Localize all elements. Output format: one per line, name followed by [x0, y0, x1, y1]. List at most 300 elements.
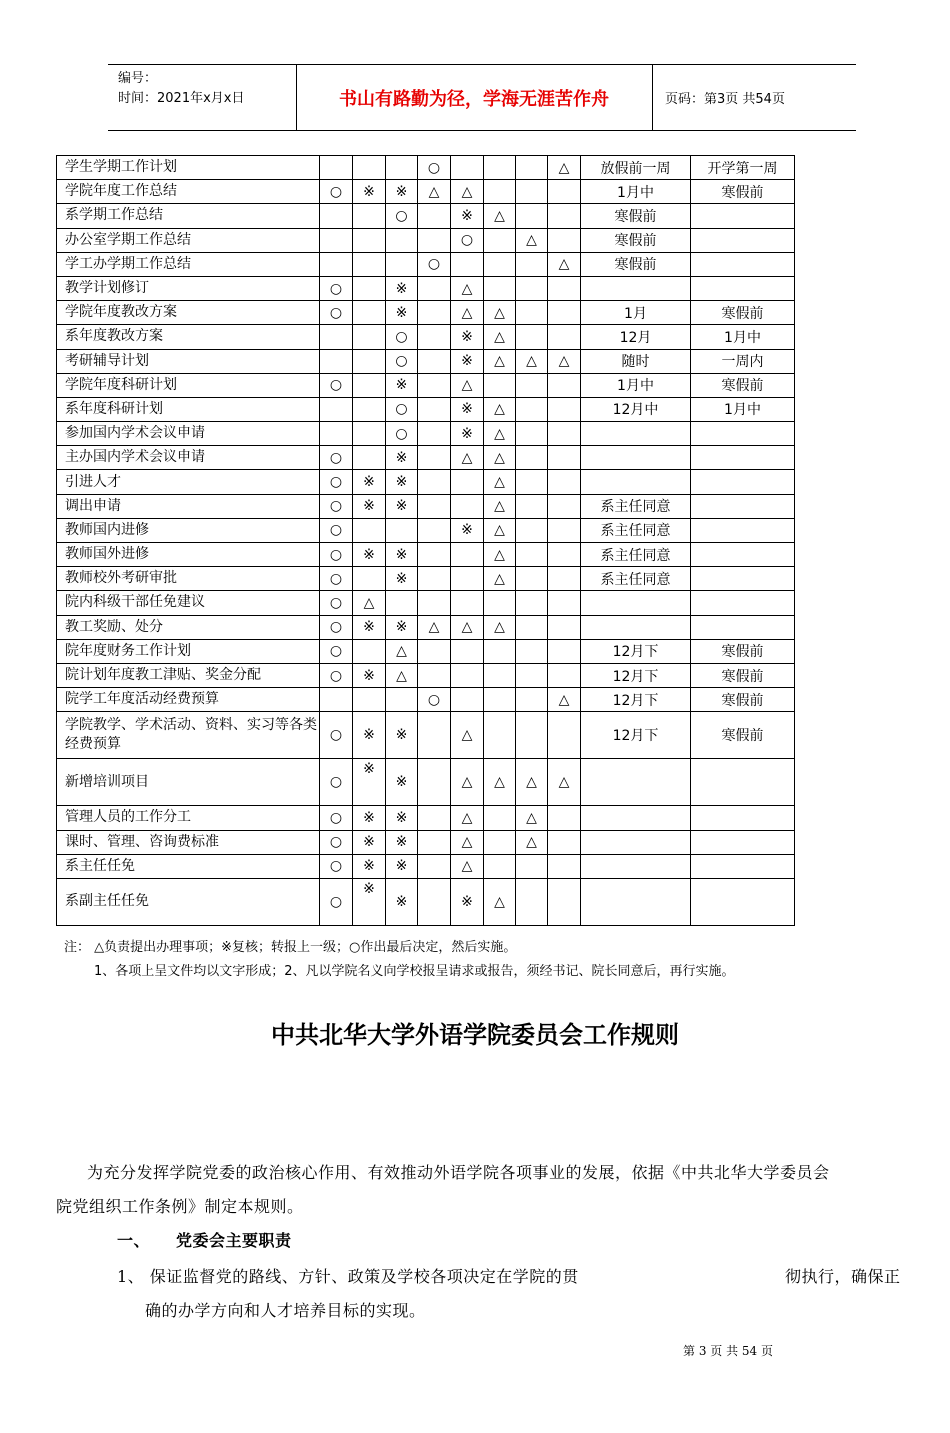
- row-cell: [691, 615, 795, 639]
- row-cell: △: [484, 446, 516, 470]
- row-cell: [484, 180, 516, 204]
- row-cell: [516, 543, 548, 567]
- row-cell: [386, 591, 418, 615]
- row-cell: △: [451, 373, 484, 397]
- row-cell: [516, 712, 548, 759]
- row-cell: ○: [320, 518, 353, 542]
- row-cell: [418, 301, 451, 325]
- row-cell: ○: [320, 180, 353, 204]
- row-cell: △: [451, 759, 484, 806]
- table-row: [57, 712, 795, 759]
- row-cell: ※: [353, 494, 386, 518]
- row-cell: [484, 591, 516, 615]
- row-cell: [451, 639, 484, 663]
- row-cell: [320, 204, 353, 228]
- row-item: 教师国内进修: [57, 518, 320, 542]
- row-cell: ○: [418, 688, 451, 712]
- row-cell: [484, 854, 516, 878]
- row-item: 院内科级干部任免建议: [57, 591, 320, 615]
- row-cell: [548, 518, 581, 542]
- row-cell: [353, 688, 386, 712]
- row-cell: ※: [386, 615, 418, 639]
- row-cell: [418, 228, 451, 252]
- table-row: [57, 156, 795, 180]
- row-cell: △: [548, 252, 581, 276]
- section-number: 一、: [117, 1231, 151, 1250]
- row-cell: △: [451, 446, 484, 470]
- row-cell: ○: [418, 156, 451, 180]
- row-cell: [484, 688, 516, 712]
- row-cell: [691, 543, 795, 567]
- row-cell: △: [484, 567, 516, 591]
- row-cell: △: [484, 878, 516, 925]
- row-cell: △: [484, 349, 516, 373]
- row-cell: 寒假前: [691, 180, 795, 204]
- item1-part-b: 彻执行，确保正: [785, 1267, 901, 1286]
- row-cell: [353, 301, 386, 325]
- row-cell: [484, 663, 516, 687]
- row-cell: [516, 688, 548, 712]
- row-cell: [353, 276, 386, 300]
- row-cell: △: [548, 349, 581, 373]
- row-cell: ○: [320, 663, 353, 687]
- row-cell: [691, 470, 795, 494]
- row-cell: [418, 543, 451, 567]
- row-cell: △: [451, 276, 484, 300]
- row-cell: [548, 878, 581, 925]
- row-cell: [484, 156, 516, 180]
- row-cell: ○: [320, 878, 353, 925]
- row-cell: 12月下: [581, 663, 691, 687]
- row-item: 院计划年度教工津贴、奖金分配: [57, 663, 320, 687]
- row-cell: [353, 156, 386, 180]
- table-row: [57, 878, 795, 925]
- row-cell: ※: [386, 446, 418, 470]
- row-cell: △: [484, 301, 516, 325]
- row-cell: [548, 422, 581, 446]
- row-cell: △: [418, 615, 451, 639]
- table-row: [57, 543, 795, 567]
- table-row: [57, 806, 795, 830]
- table-row: [57, 688, 795, 712]
- row-cell: ※: [353, 854, 386, 878]
- page-label: 页码：第3页 共54页: [665, 92, 785, 107]
- row-cell: ○: [320, 639, 353, 663]
- row-item: 系副主任任免: [57, 878, 320, 925]
- row-cell: [451, 688, 484, 712]
- row-cell: ○: [320, 830, 353, 854]
- row-cell: [451, 591, 484, 615]
- row-cell: 寒假前: [691, 301, 795, 325]
- row-cell: ○: [320, 276, 353, 300]
- row-cell: [418, 276, 451, 300]
- row-cell: [418, 349, 451, 373]
- time-label: 时间：2021年x月x日: [118, 91, 245, 106]
- row-cell: △: [451, 830, 484, 854]
- row-cell: [386, 688, 418, 712]
- row-cell: [581, 422, 691, 446]
- row-cell: ※: [386, 180, 418, 204]
- row-cell: [516, 663, 548, 687]
- row-cell: [516, 252, 548, 276]
- row-cell: [581, 854, 691, 878]
- row-cell: △: [386, 663, 418, 687]
- number-label: 编号：: [118, 71, 158, 86]
- row-item: 引进人才: [57, 470, 320, 494]
- table-row: [57, 204, 795, 228]
- row-item: 学院年度科研计划: [57, 373, 320, 397]
- row-cell: ※: [386, 494, 418, 518]
- table-row: [57, 518, 795, 542]
- row-cell: △: [484, 325, 516, 349]
- row-cell: [581, 591, 691, 615]
- row-cell: △: [548, 156, 581, 180]
- row-cell: 12月下: [581, 639, 691, 663]
- row-cell: [581, 276, 691, 300]
- row-item: 学院年度教改方案: [57, 301, 320, 325]
- row-cell: [353, 325, 386, 349]
- row-cell: ※: [353, 180, 386, 204]
- row-cell: [548, 567, 581, 591]
- row-cell: [418, 639, 451, 663]
- row-cell: [581, 615, 691, 639]
- row-cell: [451, 663, 484, 687]
- row-item: 教师校外考研审批: [57, 567, 320, 591]
- row-cell: [516, 854, 548, 878]
- row-cell: △: [484, 397, 516, 421]
- section-title: 党委会主要职责: [176, 1231, 292, 1250]
- row-cell: [516, 567, 548, 591]
- row-cell: [581, 470, 691, 494]
- page-header: [108, 64, 856, 131]
- row-cell: [548, 180, 581, 204]
- row-cell: 寒假前: [691, 688, 795, 712]
- row-cell: [548, 830, 581, 854]
- approval-table: [56, 155, 795, 926]
- row-cell: [516, 422, 548, 446]
- row-cell: [548, 591, 581, 615]
- table-row: [57, 276, 795, 300]
- row-cell: ○: [320, 494, 353, 518]
- row-cell: △: [516, 228, 548, 252]
- row-cell: △: [516, 806, 548, 830]
- row-cell: [548, 543, 581, 567]
- row-cell: ※: [353, 663, 386, 687]
- motto: 书山有路勤为径，学海无涯苦作舟: [296, 65, 653, 130]
- row-cell: 1月中: [581, 180, 691, 204]
- row-cell: [320, 349, 353, 373]
- row-cell: ※: [451, 878, 484, 925]
- row-cell: [691, 494, 795, 518]
- row-cell: [418, 518, 451, 542]
- row-cell: [516, 446, 548, 470]
- row-cell: ○: [320, 854, 353, 878]
- item1-part-a: 1、 保证监督党的路线、方针、政策及学校各项决定在学院的贯: [117, 1267, 579, 1286]
- row-cell: [548, 494, 581, 518]
- row-item: 新增培训项目: [57, 759, 320, 806]
- table-row: [57, 567, 795, 591]
- row-item: 考研辅导计划: [57, 349, 320, 373]
- table-row: [57, 830, 795, 854]
- row-cell: [451, 470, 484, 494]
- row-cell: ※: [353, 615, 386, 639]
- row-cell: [451, 567, 484, 591]
- table-row: [57, 854, 795, 878]
- table-row: [57, 397, 795, 421]
- page-footer: 第 3 页 共 54 页: [683, 1344, 773, 1358]
- row-cell: ※: [386, 712, 418, 759]
- row-cell: [418, 806, 451, 830]
- row-cell: [386, 252, 418, 276]
- row-cell: △: [516, 759, 548, 806]
- row-cell: 随时: [581, 349, 691, 373]
- row-cell: ※: [353, 806, 386, 830]
- row-cell: △: [484, 518, 516, 542]
- row-cell: [516, 180, 548, 204]
- row-cell: [353, 228, 386, 252]
- row-cell: ○: [320, 543, 353, 567]
- row-cell: [418, 759, 451, 806]
- row-cell: [320, 422, 353, 446]
- row-cell: [516, 615, 548, 639]
- row-cell: [353, 518, 386, 542]
- row-cell: [548, 712, 581, 759]
- row-cell: [353, 204, 386, 228]
- row-cell: [548, 639, 581, 663]
- row-cell: [386, 228, 418, 252]
- row-cell: [418, 712, 451, 759]
- row-cell: △: [516, 830, 548, 854]
- row-cell: [418, 470, 451, 494]
- row-item: 课时、管理、咨询费标准: [57, 830, 320, 854]
- row-cell: [418, 830, 451, 854]
- row-cell: [516, 470, 548, 494]
- row-cell: ○: [386, 422, 418, 446]
- row-cell: ○: [320, 301, 353, 325]
- row-cell: [386, 156, 418, 180]
- row-cell: 系主任同意: [581, 494, 691, 518]
- row-cell: ※: [353, 830, 386, 854]
- row-cell: 寒假前: [691, 663, 795, 687]
- row-cell: [451, 252, 484, 276]
- row-cell: △: [451, 854, 484, 878]
- row-cell: [484, 252, 516, 276]
- row-cell: △: [548, 688, 581, 712]
- row-cell: △: [353, 591, 386, 615]
- row-cell: [691, 591, 795, 615]
- row-cell: ○: [386, 397, 418, 421]
- row-cell: [320, 688, 353, 712]
- row-cell: [320, 325, 353, 349]
- row-item: 教工奖励、处分: [57, 615, 320, 639]
- row-cell: [691, 204, 795, 228]
- row-cell: [691, 878, 795, 925]
- row-cell: 12月中: [581, 397, 691, 421]
- table-row: [57, 639, 795, 663]
- table-row: [57, 470, 795, 494]
- cell-mark: ※: [363, 880, 375, 897]
- row-cell: [386, 518, 418, 542]
- row-cell: ○: [386, 204, 418, 228]
- row-cell: [516, 397, 548, 421]
- row-cell: [548, 373, 581, 397]
- row-cell: ○: [451, 228, 484, 252]
- table-row: [57, 446, 795, 470]
- row-item: 系年度教改方案: [57, 325, 320, 349]
- row-item: 主办国内学术会议申请: [57, 446, 320, 470]
- row-cell: ※: [386, 854, 418, 878]
- row-cell: ※: [386, 806, 418, 830]
- row-cell: △: [484, 494, 516, 518]
- row-cell: [451, 156, 484, 180]
- row-cell: 寒假前: [691, 712, 795, 759]
- row-cell: [516, 878, 548, 925]
- row-cell: [548, 615, 581, 639]
- note-legend: 注： △负责提出办理事项；※复核；转报上一级；○作出最后决定，然后实施。: [64, 940, 517, 955]
- row-cell: △: [516, 349, 548, 373]
- row-item: 学生学期工作计划: [57, 156, 320, 180]
- row-item: 系主任任免: [57, 854, 320, 878]
- row-cell: 寒假前: [691, 373, 795, 397]
- row-cell: 寒假前: [691, 639, 795, 663]
- row-cell: 系主任同意: [581, 518, 691, 542]
- table-row: [57, 422, 795, 446]
- row-cell: △: [484, 470, 516, 494]
- row-cell: [418, 204, 451, 228]
- row-cell: [353, 759, 386, 806]
- row-cell: [418, 494, 451, 518]
- row-cell: [516, 156, 548, 180]
- row-cell: △: [484, 543, 516, 567]
- row-cell: [451, 494, 484, 518]
- row-item: 院年度财务工作计划: [57, 639, 320, 663]
- row-cell: ※: [386, 301, 418, 325]
- row-cell: [548, 301, 581, 325]
- row-cell: [353, 878, 386, 925]
- row-cell: [418, 397, 451, 421]
- row-item: 管理人员的工作分工: [57, 806, 320, 830]
- row-cell: [418, 446, 451, 470]
- row-cell: ※: [451, 422, 484, 446]
- row-item: 学院教学、学术活动、资料、实习等各类经费预算: [57, 712, 320, 759]
- row-cell: [548, 325, 581, 349]
- row-item: 院学工年度活动经费预算: [57, 688, 320, 712]
- note-rules: 1、各项上呈文件均以文字形成；2、凡以学院名义向学校报呈请求或报告，须经书记、院长同意后，再行实施。: [94, 964, 735, 979]
- row-cell: 系主任同意: [581, 543, 691, 567]
- row-cell: ○: [320, 591, 353, 615]
- row-cell: [353, 349, 386, 373]
- row-cell: [516, 325, 548, 349]
- row-cell: [581, 759, 691, 806]
- row-cell: [484, 712, 516, 759]
- row-item: 调出申请: [57, 494, 320, 518]
- row-cell: [548, 854, 581, 878]
- row-cell: [548, 228, 581, 252]
- row-cell: △: [451, 806, 484, 830]
- row-cell: 12月下: [581, 688, 691, 712]
- row-cell: [353, 373, 386, 397]
- row-cell: ○: [320, 759, 353, 806]
- table-row: [57, 591, 795, 615]
- row-cell: ※: [451, 349, 484, 373]
- row-cell: [418, 591, 451, 615]
- row-cell: 系主任同意: [581, 567, 691, 591]
- table-row: [57, 373, 795, 397]
- row-cell: 寒假前: [581, 228, 691, 252]
- row-cell: ○: [320, 567, 353, 591]
- table-row: [57, 180, 795, 204]
- row-cell: ※: [353, 543, 386, 567]
- row-cell: ※: [386, 830, 418, 854]
- row-cell: [484, 806, 516, 830]
- row-cell: [691, 422, 795, 446]
- item1-part-c: 确的办学方向和人才培养目标的实现。: [145, 1301, 426, 1320]
- row-item: 学院年度工作总结: [57, 180, 320, 204]
- row-cell: [691, 518, 795, 542]
- row-cell: [320, 156, 353, 180]
- row-cell: [548, 276, 581, 300]
- row-cell: [548, 397, 581, 421]
- row-cell: ※: [353, 712, 386, 759]
- row-cell: [548, 470, 581, 494]
- row-cell: [691, 830, 795, 854]
- row-cell: [691, 854, 795, 878]
- row-item: 系学期工作总结: [57, 204, 320, 228]
- row-cell: [353, 567, 386, 591]
- row-cell: [691, 567, 795, 591]
- row-cell: ※: [451, 204, 484, 228]
- row-cell: ○: [320, 712, 353, 759]
- table-row: [57, 494, 795, 518]
- row-cell: 1月中: [691, 397, 795, 421]
- row-cell: [516, 591, 548, 615]
- row-cell: △: [484, 422, 516, 446]
- row-cell: ※: [386, 759, 418, 806]
- table-row: [57, 759, 795, 806]
- row-cell: △: [451, 301, 484, 325]
- cell-mark: ※: [363, 761, 375, 778]
- row-cell: [484, 373, 516, 397]
- row-cell: [353, 446, 386, 470]
- row-cell: ※: [386, 373, 418, 397]
- row-cell: [418, 373, 451, 397]
- row-cell: [691, 446, 795, 470]
- row-cell: [516, 373, 548, 397]
- table-row: [57, 301, 795, 325]
- row-cell: [581, 446, 691, 470]
- row-cell: [418, 663, 451, 687]
- table-row: [57, 349, 795, 373]
- row-cell: ※: [386, 567, 418, 591]
- row-cell: [516, 494, 548, 518]
- row-item: 教师国外进修: [57, 543, 320, 567]
- row-cell: ○: [386, 325, 418, 349]
- document-title: 中共北华大学外语学院委员会工作规则: [271, 1021, 679, 1049]
- row-cell: △: [484, 615, 516, 639]
- row-cell: 1月: [581, 301, 691, 325]
- row-cell: ※: [386, 276, 418, 300]
- row-cell: [418, 878, 451, 925]
- row-cell: △: [418, 180, 451, 204]
- row-cell: 寒假前: [581, 252, 691, 276]
- row-cell: 寒假前: [581, 204, 691, 228]
- row-cell: ○: [320, 470, 353, 494]
- table-row: [57, 615, 795, 639]
- row-cell: 一周内: [691, 349, 795, 373]
- row-cell: ※: [386, 470, 418, 494]
- row-item: 系年度科研计划: [57, 397, 320, 421]
- row-cell: [484, 830, 516, 854]
